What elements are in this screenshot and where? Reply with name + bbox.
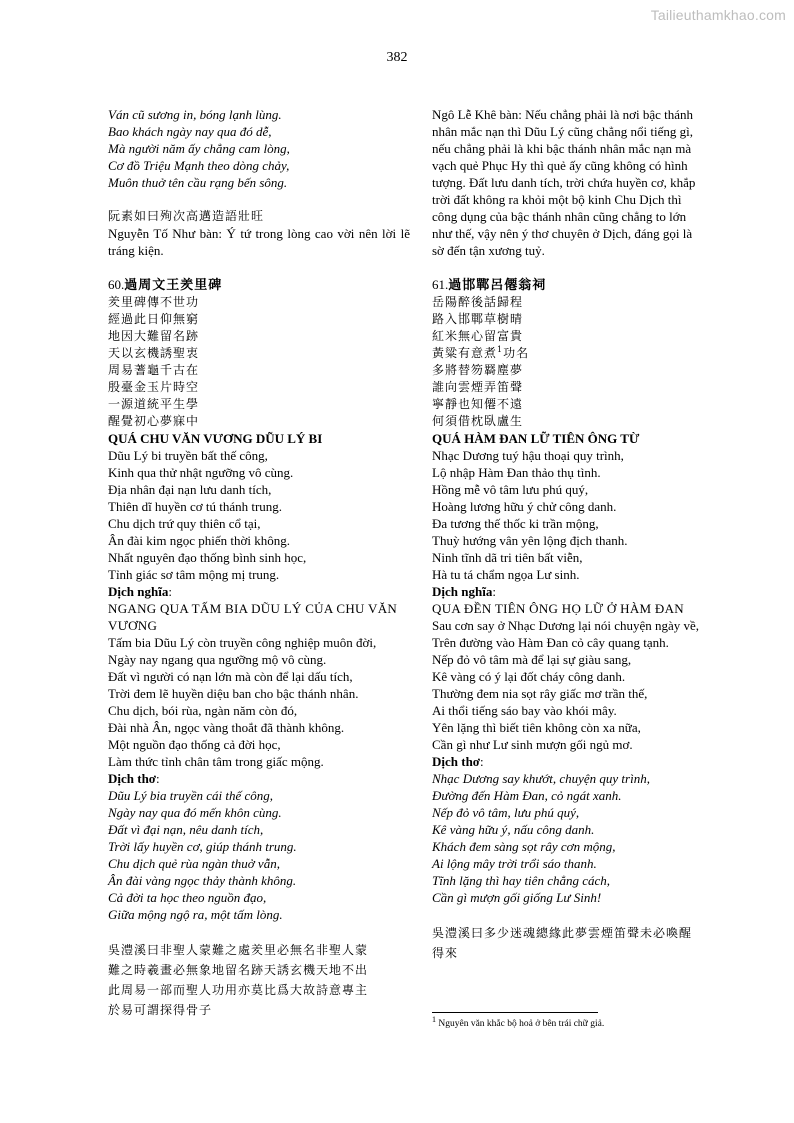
comment-viet-line: tượng. Đất lưu danh tích, trời chứa huyền cơ, khắp <box>432 175 696 190</box>
comment-viet-block <box>432 106 734 259</box>
comment-han-line: 此周易一部而聖人功用亦莫比爲大故詩意專主 <box>108 983 369 997</box>
section-title-han: 過邯鄲呂僊翁祠 <box>448 278 547 293</box>
transliteration-line: Thiên dĩ huyền cơ tú thánh trung. <box>108 499 283 514</box>
footnote-text: Nguyên văn khắc bộ hoả ở bên trái chữ giả. <box>438 1019 605 1029</box>
transliteration <box>108 447 410 583</box>
transliteration-line: Hà tu tá chẩm ngọa Lư sinh. <box>432 567 580 582</box>
dich-tho-line: Tĩnh lặng thì hay tiên chẳng cách, <box>432 873 611 888</box>
comment-viet: Nguyễn Tố Như bàn: Ý tứ trong lòng cao vời nên lời lẽ tráng kiện. <box>108 226 410 258</box>
dich-nghia-line: Ngày nay ngang qua ngưỡng mộ vô cùng. <box>108 652 327 667</box>
dich-tho-line: Chu dịch quẻ rùa ngàn thuở vẫn, <box>108 856 280 871</box>
dich-nghia-line: Nếp đỏ vô tâm mà để lại sự giàu sang, <box>432 652 632 667</box>
comment-viet-line: vạch quẻ Phục Hy thì quẻ ấy cũng không có hình <box>432 158 688 173</box>
han-line: 殷臺金玉片時空 <box>108 380 200 394</box>
right-column <box>432 106 734 963</box>
dich-nghia-title: NGANG QUA TẤM BIA DŨU LÝ CỦA CHU VĂN VƯƠNG <box>108 601 398 633</box>
comment-han-block <box>108 940 410 1020</box>
comment-viet-line: nếu chẳng phải là khi bậc thánh nhân mắc nạn mà <box>432 141 692 156</box>
han-poem <box>108 294 410 430</box>
dich-tho <box>108 787 410 923</box>
dich-tho-line: Khách đem sàng sọt rây cơn mộng, <box>432 839 616 854</box>
comment-viet-line: công dụng của bậc thánh nhân cũng chẳng to lớn <box>432 209 687 224</box>
dich-nghia-line: Cần gì như Lư sinh mượn gối ngủ mơ. <box>432 737 633 752</box>
dich-nghia <box>108 634 410 770</box>
dich-nghia-line: Kê vàng có ý lại đốt cháy công danh. <box>432 669 626 684</box>
comment-han-line: 難之時羲畫必無象地留名跡天誘玄機天地不出 <box>108 963 369 977</box>
dich-nghia-line: Đài nhà Ân, ngọc vàng thoắt đã thành không. <box>108 720 345 735</box>
comment-viet-line: nhân mắc nạn thì Dũu Lý cũng chẳng nổi tiếng gì, <box>432 124 694 139</box>
dich-nghia-title: QUA ĐỀN TIÊN ÔNG HỌ LỮ Ở HÀM ĐAN <box>432 601 684 616</box>
page-number: 382 <box>386 50 408 65</box>
han-line: 路入邯鄲草樹晴 <box>432 312 524 326</box>
comment-han-line: 吳澧溪曰非聖人蒙難之處羑里必無名非聖人蒙 <box>108 943 369 957</box>
dich-nghia-line: Tấm bia Dũu Lý còn truyền công nghiệp muôn đời, <box>108 635 377 650</box>
footnote-divider <box>432 1012 598 1013</box>
dich-nghia-line: Đất vì người có nạn lớn mà còn để lại dấu tích, <box>108 669 353 684</box>
transliteration-line: Nhạc Dương tuý hậu thoại quy trình, <box>432 448 624 463</box>
dich-nghia-line: Chu dịch, bói rùa, ngàn năm còn đó, <box>108 703 298 718</box>
footnote <box>432 1014 605 1030</box>
han-line: 誰向雲煙弄笛聲 <box>432 380 524 394</box>
han-line <box>432 345 734 362</box>
dich-tho <box>432 770 734 906</box>
dich-nghia-line: Làm thức tỉnh chân tâm trong giấc mộng. <box>108 754 324 769</box>
transliteration-line: Hồng mễ vô tâm lưu phú quý, <box>432 482 589 497</box>
dich-tho-line: Đất vì đại nạn, nêu danh tích, <box>108 822 264 837</box>
dich-tho-line: Ân đài vàng ngọc thảy thành không. <box>108 873 297 888</box>
comment-han: 阮素如曰殉次高邁造語壯旺 <box>108 209 265 223</box>
dich-nghia-label: Dịch nghĩa <box>432 584 493 599</box>
poem-title-viet: QUÁ CHU VĂN VƯƠNG DŨU LÝ BI <box>108 431 323 446</box>
transliteration-line: Chu dịch trứ quy thiên cổ tại, <box>108 516 261 531</box>
poem-line: Bao khách ngày nay qua đó dễ, <box>108 124 272 139</box>
transliteration-line: Đa tương thế thốc ki trần mộng, <box>432 516 599 531</box>
transliteration-line: Tỉnh giác sơ tâm mộng mị trung. <box>108 567 280 582</box>
dich-tho-line: Cần gì mượn gối giống Lư Sinh! <box>432 890 602 905</box>
comment-han-line: 得來 <box>432 946 459 960</box>
section-heading <box>108 276 410 294</box>
han-line-part: 黃粱有意煮 <box>432 346 498 360</box>
poem-line: Ván cũ sương in, bóng lạnh lùng. <box>108 107 282 122</box>
poem-line: Mà người năm ấy chẳng cam lòng, <box>108 141 290 156</box>
dich-nghia-label: Dịch nghĩa <box>108 584 169 599</box>
dich-nghia-line: Sau cơn say ở Nhạc Dương lại nói chuyện ngày về, <box>432 618 700 633</box>
dich-tho-line: Đường đến Hàm Đan, cỏ ngát xanh. <box>432 788 622 803</box>
dich-nghia-line: Yên lặng thì biết tiên không còn xa nữa, <box>432 720 641 735</box>
poem-line: Cơ đồ Triệu Mạnh theo dòng chảy, <box>108 158 290 173</box>
transliteration-line: Thuỳ hướng vân yên lộng địch thanh. <box>432 533 628 548</box>
dich-tho-line: Nhạc Dương say khướt, chuyện quy trình, <box>432 771 650 786</box>
transliteration-line: Địa nhân đại nạn lưu danh tích, <box>108 482 272 497</box>
dich-nghia-line: Ai thổi tiếng sáo bay vào khói mây. <box>432 703 617 718</box>
transliteration-line: Lộ nhập Hàm Đan thảo thụ tình. <box>432 465 601 480</box>
poem-title-viet: QUÁ HÀM ĐAN LỮ TIÊN ÔNG TỪ <box>432 431 640 446</box>
left-column <box>108 106 410 1020</box>
poem-line: Muôn thuở tên cầu rạng bến sông. <box>108 175 288 190</box>
han-line: 周易蓍龜千古在 <box>108 363 200 377</box>
transliteration <box>432 447 734 583</box>
transliteration-line: Nhất nguyên đạo thống bình sinh học, <box>108 550 307 565</box>
dich-nghia-line: Thường đem nia sọt rây giấc mơ trần thế, <box>432 686 648 701</box>
section-number: 60. <box>108 277 125 292</box>
footnote-mark: 1 <box>432 1014 436 1024</box>
comment-viet-line: Ngô Lễ Khê bàn: Nếu chẳng phải là nơi bậc thánh <box>432 107 694 122</box>
han-poem <box>432 294 734 430</box>
dich-tho-line: Nếp đỏ vô tâm, lưu phú quý, <box>432 805 580 820</box>
dich-nghia-heading: Dịch nghĩa: <box>108 584 172 599</box>
dich-nghia-line: Trên đường vào Hàm Đan cỏ cây quang tạnh. <box>432 635 669 650</box>
dich-tho-heading: Dịch thơ: <box>108 771 160 786</box>
section-title-han: 過周文王羑里碑 <box>124 278 223 293</box>
han-line: 紅米無心留富貴 <box>432 329 524 343</box>
han-line: 經過此日仰無窮 <box>108 312 200 326</box>
dich-nghia-line: Trời đem lẽ huyền diệu ban cho bậc thánh nhân. <box>108 686 359 701</box>
han-line: 天以玄機誘聖衷 <box>108 346 200 360</box>
transliteration-line: Ninh tĩnh dã tri tiên bất viễn, <box>432 550 583 565</box>
transliteration-line: Hoàng lương hữu ý chử công danh. <box>432 499 617 514</box>
han-line: 一源道統平生學 <box>108 397 200 411</box>
han-line: 醒覺初心夢寐中 <box>108 414 200 428</box>
dich-tho-line: Kê vàng hữu ý, nấu công danh. <box>432 822 595 837</box>
comment-han-line: 吳澧溪曰多少迷魂總緣此夢雲煙笛聲未必喚醒 <box>432 926 693 940</box>
dich-tho-line: Dũu Lý bia truyền cái thế công, <box>108 788 273 803</box>
transliteration-line: Kinh qua thử nhật ngưỡng vô cùng. <box>108 465 294 480</box>
comment-han-line: 於易可謂探得骨子 <box>108 1003 213 1017</box>
dich-nghia-heading: Dịch nghĩa: <box>432 584 496 599</box>
section-number: 61. <box>432 277 449 292</box>
dich-tho-label: Dịch thơ <box>432 754 481 769</box>
dich-tho-line: Ngày nay qua đó mến khôn cùng. <box>108 805 282 820</box>
han-line: 多將替笏羇塵夢 <box>432 363 524 377</box>
transliteration-line: Ân đài kim ngọc phiến thời không. <box>108 533 290 548</box>
comment-viet-line: sờ đến tận xương tuỷ. <box>432 243 545 258</box>
dich-tho-line: Trời lấy huyền cơ, giúp thánh trung. <box>108 839 297 854</box>
dich-nghia-line: Một nguồn đạo thống cả đời học, <box>108 737 281 752</box>
han-line: 羑里碑傳不世功 <box>108 295 200 309</box>
transliteration-line: Dũu Lý bi truyền bất thế công, <box>108 448 268 463</box>
comment-han-block <box>432 923 734 963</box>
dich-tho-line: Giữa mộng ngộ ra, một tấm lòng. <box>108 907 283 922</box>
comment-viet-line: trời đất không ra khỏi một bộ kinh Chu Dịch thì <box>432 192 682 207</box>
dich-tho-heading: Dịch thơ: <box>432 754 484 769</box>
dich-tho-line: Ai lộng mây trời trổi sáo thanh. <box>432 856 597 871</box>
han-line: 寧靜也知僊不遠 <box>432 397 524 411</box>
watermark: Tailieuthamkhao.com <box>650 7 786 23</box>
dich-tho-line: Cả đời ta học theo nguồn đạo, <box>108 890 267 905</box>
dich-tho-label: Dịch thơ <box>108 771 157 786</box>
comment-viet-line: như thế, vậy nên ý thơ chuyên ở Dịch, đáng gọi là <box>432 226 693 241</box>
dich-nghia <box>432 617 734 753</box>
han-line: 岳陽醉後話歸程 <box>432 295 524 309</box>
section-heading <box>432 276 734 294</box>
footnote-ref[interactable]: 1 <box>497 345 504 354</box>
han-line-part: 功名 <box>503 346 530 360</box>
poem-top <box>108 106 410 191</box>
han-line: 地因大難留名跡 <box>108 329 200 343</box>
han-line: 何須借枕臥盧生 <box>432 414 524 428</box>
